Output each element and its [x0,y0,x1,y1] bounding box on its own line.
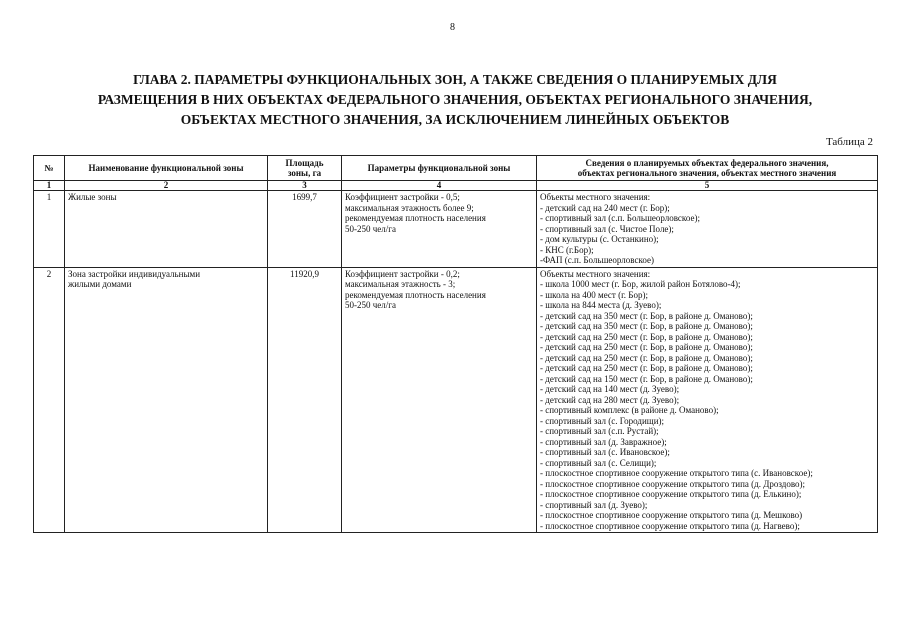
table-caption: Таблица 2 [825,136,873,148]
chapter-title-line: ОБЪЕКТАХ МЕСТНОГО ЗНАЧЕНИЯ, ЗА ИСКЛЮЧЕНИЕМ ЛИНЕЙНЫХ ОБЪЕКТОВ [180,112,730,127]
object-line: - детский сад на 140 мест (д. Зуево); [540,384,680,394]
header-zone-name: Наименование функциональной зоны [65,156,268,181]
zone-params [342,267,537,533]
object-line: - спортивный зал (с. Городищи); [540,415,665,426]
header-params: Параметры функциональной зоны [342,156,537,181]
object-line: Объекты местного значения: [540,192,651,202]
object-line: - плоскостное спортивное сооружение открытого типа (д. Мешково) [540,510,803,520]
object-line: - детский сад на 250 мест (г. Бор, в районе д. Оманово); [540,331,753,342]
object-line: - спортивный зал (с. Ивановское); [540,447,670,457]
header-area-line: зоны, га [287,168,322,178]
object-line: - дом культуры (с. Останкино); [540,234,659,244]
param-line: максимальная этажность более 9; [345,202,474,213]
object-line: - детский сад на 250 мест (г. Бор, в районе д. Оманово); [540,363,753,373]
param-line: Коэффициент застройки - 0,2; [345,268,460,279]
zone-name [65,267,268,533]
row-number: 2 [34,267,65,533]
object-line: - плоскостное спортивное сооружение открытого типа (д. Елькино); [540,489,802,499]
object-line: -ФАП (с.п. Большеорловское) [540,255,654,265]
param-line: максимальная этажность - 3; [345,279,456,289]
param-line: 50-250 чел/га [345,223,396,234]
header-objects [537,156,878,181]
chapter-title [40,70,870,130]
table-header-row [34,156,878,181]
zone-area: 1699,7 [268,191,342,268]
column-number: 3 [268,181,342,191]
zone-area: 11920,9 [268,267,342,533]
column-number-row [34,181,878,191]
object-line: - детский сад на 250 мест (г. Бор, в районе д. Оманово); [540,352,753,363]
column-number: 2 [65,181,268,191]
object-line: - плоскостное спортивное сооружение открытого типа (д. Дроздово); [540,478,806,489]
header-area-line: Площадь [285,157,324,168]
object-line: - спортивный зал (с.п. Большеорловское); [540,213,700,223]
object-line: - школа 1000 мест (г. Бор, жилой район Ботялово-4); [540,279,741,289]
object-line: - детский сад на 250 мест (г. Бор, в районе д. Оманово); [540,342,753,352]
object-line: - плоскостное спортивное сооружение открытого типа (д. Нагвево); [540,520,800,531]
object-line: - детский сад на 350 мест (г. Бор, в районе д. Оманово); [540,310,753,321]
object-line: - школа на 844 места (д. Зуево); [540,300,662,310]
zone-objects [537,191,878,268]
header-number: № [34,156,65,181]
param-line: рекомендуемая плотность населения [345,289,486,300]
object-line: - спортивный зал (д. Зуево); [540,499,648,510]
param-line: Коэффициент застройки - 0,5; [345,192,460,202]
table-row [34,267,878,533]
chapter-title-line: РАЗМЕЩЕНИЯ В НИХ ОБЪЕКТАХ ФЕДЕРАЛЬНОГО ЗНАЧЕНИЯ, ОБЪЕКТАХ РЕГИОНАЛЬНОГО ЗНАЧЕНИЯ, [97,92,813,107]
object-line: - детский сад на 280 мест (д. Зуево); [540,394,680,405]
page-number: 8 [450,22,455,33]
column-number: 4 [342,181,537,191]
object-line: - детский сад на 350 мест (г. Бор, в районе д. Оманово); [540,321,753,331]
object-line: - спортивный зал (с. Селищи); [540,457,657,468]
object-line: - детский сад на 150 мест (г. Бор, в районе д. Оманово); [540,373,753,384]
header-area [268,156,342,181]
object-line: - спортивный зал (с.п. Рустай); [540,426,659,436]
header-objects-line: Сведения о планируемых объектах федерального значения, [585,157,829,168]
zone-name-line: жилыми домами [68,279,132,289]
object-line: Объекты местного значения: [540,268,651,279]
object-line: - спортивный зал (с. Чистое Поле); [540,223,674,234]
zone-name: Жилые зоны [65,191,268,268]
zone-objects [537,267,878,533]
zone-params [342,191,537,268]
column-number: 1 [34,181,65,191]
chapter-title-line: ГЛАВА 2. ПАРАМЕТРЫ ФУНКЦИОНАЛЬНЫХ ЗОН, А ТАКЖЕ СВЕДЕНИЯ О ПЛАНИРУЕМЫХ ДЛЯ [133,72,777,87]
object-line: - школа на 400 мест (г. Бор); [540,289,648,300]
column-number: 5 [537,181,878,191]
table-row [34,191,878,268]
param-line: 50-250 чел/га [345,300,396,310]
header-objects-line: объектах регионального значения, объектах местного значения [577,168,837,178]
object-line: - КНС (г.Бор); [540,244,594,255]
row-number: 1 [34,191,65,268]
object-line: - плоскостное спортивное сооружение открытого типа (с. Ивановское); [540,468,813,478]
object-line: - спортивный комплекс (в районе д. Оманово); [540,405,719,415]
object-line: - детский сад на 240 мест (г. Бор); [540,202,670,213]
zone-name-line: Зона застройки индивидуальными [68,268,201,279]
object-line: - спортивный зал (д. Завражное); [540,436,667,447]
zones-table [33,155,878,533]
param-line: рекомендуемая плотность населения [345,213,486,223]
